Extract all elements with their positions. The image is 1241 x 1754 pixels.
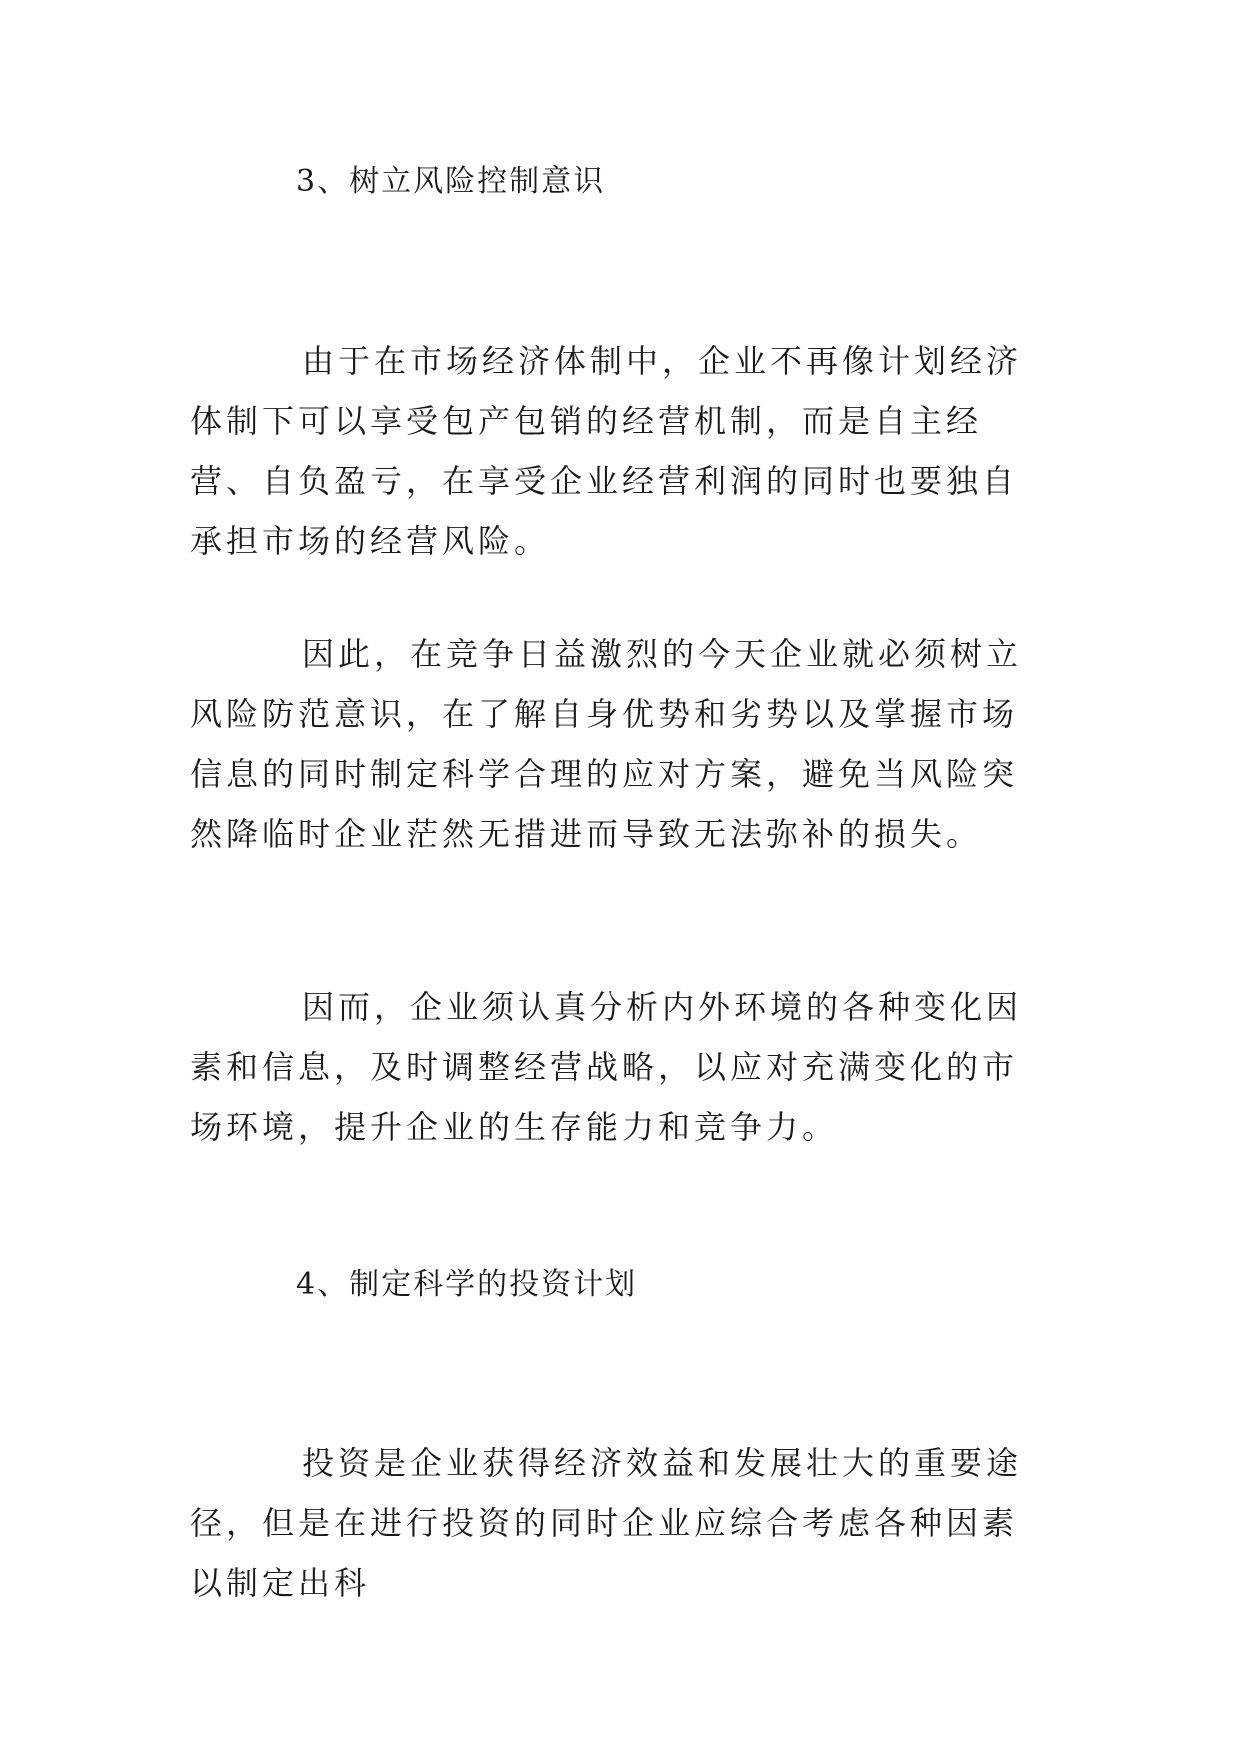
section-4-heading: 4、制定科学的投资计划 (296, 1267, 638, 1302)
section-3-paragraph-3: 因而，企业须认真分析内外环境的各种变化因素和信息，及时调整经营战略，以应对充满变化的市场环境，提升企业的生存能力和竞争力。 (190, 988, 1023, 1146)
section-3-paragraph-1: 由于在市场经济体制中，企业不再像计划经济体制下可以享受包产包销的经营机制，而是自主经营、自负盈亏，在享受企业经营利润的同时也要独自承担市场的经营风险。 (190, 342, 1023, 560)
section-3-heading: 3、树立风险控制意识 (296, 164, 606, 199)
section-3-paragraph-2: 因此，在竞争日益激烈的今天企业就必须树立风险防范意识，在了解自身优势和劣势以及掌握市场信息的同时制定科学合理的应对方案，避免当风险突然降临时企业茫然无措进而导致无法弥补的损失。 (190, 635, 1023, 853)
section-4-paragraph-1: 投资是企业获得经济效益和发展壮大的重要途径，但是在进行投资的同时企业应综合考虑各种因素以制定出科 (190, 1444, 1023, 1602)
